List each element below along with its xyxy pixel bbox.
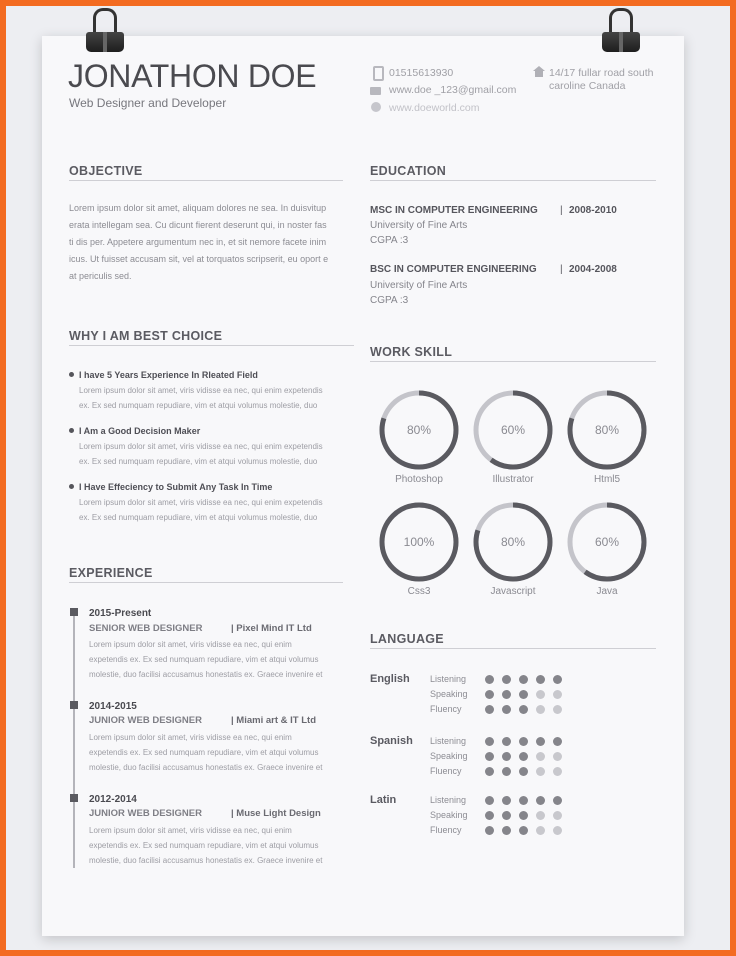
language-name: English — [370, 673, 410, 685]
education-years: 2008-2010 — [569, 205, 617, 216]
rating-dot — [485, 752, 494, 761]
language-attribute: Fluency — [430, 766, 462, 776]
skill-ring-html5 — [565, 388, 649, 472]
experience-text: expetendis ex. Ex sed numquam repudiare, vim et atqui volumus — [89, 748, 319, 757]
rating-dot — [553, 796, 562, 805]
resume-role: Web Designer and Developer — [69, 96, 227, 110]
rating-dot — [536, 752, 545, 761]
skill-percent: 80% — [406, 423, 432, 437]
skill-label: Html5 — [593, 474, 621, 485]
education-years: 2004-2008 — [569, 264, 617, 275]
language-attribute: Speaking — [430, 689, 468, 699]
mail-icon — [370, 86, 382, 98]
language-name: Spanish — [370, 735, 413, 747]
experience-title: EXPERIENCE — [69, 566, 153, 580]
rating-dot — [553, 690, 562, 699]
rating-dot — [502, 690, 511, 699]
timeline-marker — [70, 608, 78, 616]
experience-text: Lorem ipsum dolor sit amet, viris vidisse ea nec, qui enim — [89, 826, 292, 835]
skill-donut — [565, 388, 649, 472]
rating-dot — [536, 826, 545, 835]
timeline-marker — [70, 701, 78, 709]
experience-text: molestie, duo facilisi accusamus honestatis ex. Graece invenire et — [89, 670, 323, 679]
rating-dot — [485, 737, 494, 746]
rating-dot — [553, 752, 562, 761]
rating-dot — [553, 737, 562, 746]
language-name: Latin — [370, 794, 397, 806]
experience-text: Lorem ipsum dolor sit amet, viris vidisse ea nec, qui enim — [89, 640, 292, 649]
rating-dot — [502, 737, 511, 746]
best-choice-item-title: I have 5 Years Experience In Rleated Field — [79, 370, 258, 380]
language-attribute: Listening — [430, 795, 467, 805]
home-icon — [533, 66, 545, 78]
address-line-2: caroline Canada — [549, 80, 626, 92]
language-title: LANGUAGE — [370, 632, 444, 646]
education-gpa: CGPA :3 — [370, 295, 409, 306]
skill-percent: 80% — [594, 423, 620, 437]
skill-ring-illustrator — [471, 388, 555, 472]
skill-percent: 100% — [403, 535, 435, 549]
rating-dot — [485, 826, 494, 835]
experience-position: JUNIOR WEB DESIGNER — [89, 808, 202, 819]
skill-donut — [471, 388, 555, 472]
experience-text: Lorem ipsum dolor sit amet, viris vidisse ea nec, qui enim — [89, 733, 292, 742]
language-attribute: Speaking — [430, 751, 468, 761]
rating-dot — [502, 675, 511, 684]
experience-years: 2015-Present — [89, 608, 152, 619]
rating-dot — [519, 767, 528, 776]
education-gpa: CGPA :3 — [370, 235, 409, 246]
objective-title: OBJECTIVE — [69, 164, 143, 178]
education-title: EDUCATION — [370, 164, 447, 178]
language-attribute: Listening — [430, 736, 467, 746]
rating-dot — [485, 690, 494, 699]
address-line-1: 14/17 fullar road south — [549, 67, 654, 79]
skill-label: Java — [596, 586, 618, 597]
best-choice-item-text: Lorem ipsum dolor sit amet, viris vidisse ea nec, qui enim expetendis — [79, 442, 323, 451]
experience-company: | Muse Light Design — [231, 808, 321, 819]
resume-name: JONATHON DOE — [68, 58, 317, 94]
skill-donut — [471, 500, 555, 584]
rating-dot — [553, 811, 562, 820]
rating-dot — [536, 767, 545, 776]
best-choice-item-text: ex. Ex sed numquam repudiare, vim et atqui volumus molestie, duo — [79, 401, 318, 410]
experience-divider — [69, 582, 343, 583]
rating-dot — [536, 811, 545, 820]
bullet-dot — [69, 484, 74, 489]
best-choice-divider — [69, 345, 354, 346]
rating-dot — [485, 767, 494, 776]
rating-dot — [502, 826, 511, 835]
phone-icon — [371, 66, 383, 78]
objective-divider — [69, 180, 343, 181]
timeline-marker — [70, 794, 78, 802]
bullet-dot — [69, 372, 74, 377]
rating-dot — [519, 752, 528, 761]
work-skill-title: WORK SKILL — [370, 345, 453, 359]
language-attribute: Fluency — [430, 825, 462, 835]
rating-dot — [536, 675, 545, 684]
education-separator: | — [560, 264, 563, 275]
skill-percent: 60% — [500, 423, 526, 437]
rating-dot — [485, 811, 494, 820]
rating-dot — [485, 675, 494, 684]
education-degree: BSC IN COMPUTER ENGINEERING — [370, 264, 537, 275]
skill-donut — [377, 388, 461, 472]
skill-donut — [377, 500, 461, 584]
skill-label: Css3 — [407, 586, 431, 597]
education-school: University of Fine Arts — [370, 280, 468, 291]
rating-dot — [519, 705, 528, 714]
skill-percent: 60% — [594, 535, 620, 549]
skill-ring-javascript — [471, 500, 555, 584]
best-choice-item-title: I Have Effeciency to Submit Any Task In Time — [79, 482, 273, 492]
experience-text: expetendis ex. Ex sed numquam repudiare, vim et atqui volumus — [89, 655, 319, 664]
rating-dot — [536, 796, 545, 805]
rating-dot — [519, 690, 528, 699]
timeline-line — [73, 614, 75, 868]
rating-dot — [519, 796, 528, 805]
rating-dot — [502, 752, 511, 761]
language-divider — [370, 648, 656, 649]
website: www.doeworld.com — [389, 102, 480, 114]
skill-ring-photoshop — [377, 388, 461, 472]
best-choice-item-text: Lorem ipsum dolor sit amet, viris vidisse ea nec, qui enim expetendis — [79, 498, 323, 507]
phone-number: 01515613930 — [389, 67, 454, 79]
skill-ring-css3 — [377, 500, 461, 584]
best-choice-item-text: ex. Ex sed numquam repudiare, vim et atqui volumus molestie, duo — [79, 457, 318, 466]
binder-clip-right-icon — [602, 8, 640, 54]
best-choice-item-title: I Am a Good Decision Maker — [79, 426, 201, 436]
experience-position: SENIOR WEB DESIGNER — [89, 623, 203, 634]
objective-text: Lorem ipsum dolor sit amet, aliquam dolores ne sea. In duisvitup erata intellegam sea. Cu dicunt fierent deserunt qui, in noster fas ti dis per. Appetere argumentum nec in, et sit nemore facete inim icus. Ut fuisset accusam sit, vel at torquatos scripserit, eu oport e at periculis sed. — [69, 203, 329, 281]
rating-dot — [553, 826, 562, 835]
experience-years: 2014-2015 — [89, 701, 137, 712]
skill-label: Javascript — [490, 586, 536, 597]
education-divider — [370, 180, 656, 181]
rating-dot — [485, 796, 494, 805]
rating-dot — [553, 675, 562, 684]
work-skill-divider — [370, 361, 656, 362]
experience-text: expetendis ex. Ex sed numquam repudiare, vim et atqui volumus — [89, 841, 319, 850]
email-address: www.doe _123@gmail.com — [389, 84, 517, 96]
rating-dot — [553, 767, 562, 776]
education-degree: MSC IN COMPUTER ENGINEERING — [370, 205, 538, 216]
globe-icon — [371, 102, 383, 114]
rating-dot — [536, 705, 545, 714]
binder-clip-left-icon — [86, 8, 124, 54]
skill-ring-java — [565, 500, 649, 584]
language-attribute: Listening — [430, 674, 467, 684]
language-attribute: Speaking — [430, 810, 468, 820]
rating-dot — [519, 737, 528, 746]
rating-dot — [485, 705, 494, 714]
experience-years: 2012-2014 — [89, 794, 137, 805]
education-school: University of Fine Arts — [370, 220, 468, 231]
education-separator: | — [560, 205, 563, 216]
skill-label: Illustrator — [492, 474, 534, 485]
skill-percent: 80% — [500, 535, 526, 549]
best-choice-item-text: ex. Ex sed numquam repudiare, vim et atqui volumus molestie, duo — [79, 513, 318, 522]
experience-position: JUNIOR WEB DESIGNER — [89, 715, 202, 726]
rating-dot — [502, 705, 511, 714]
experience-text: molestie, duo facilisi accusamus honestatis ex. Graece invenire et — [89, 763, 323, 772]
rating-dot — [519, 675, 528, 684]
experience-text: molestie, duo facilisi accusamus honestatis ex. Graece invenire et — [89, 856, 323, 865]
rating-dot — [502, 767, 511, 776]
rating-dot — [536, 737, 545, 746]
skill-label: Photoshop — [395, 474, 443, 485]
best-choice-item-text: Lorem ipsum dolor sit amet, viris vidisse ea nec, qui enim expetendis — [79, 386, 323, 395]
rating-dot — [519, 826, 528, 835]
experience-company: | Pixel Mind IT Ltd — [231, 623, 312, 634]
rating-dot — [553, 705, 562, 714]
rating-dot — [502, 811, 511, 820]
experience-company: | Miami art & IT Ltd — [231, 715, 316, 726]
language-attribute: Fluency — [430, 704, 462, 714]
bullet-dot — [69, 428, 74, 433]
rating-dot — [536, 690, 545, 699]
best-choice-title: WHY I AM BEST CHOICE — [69, 329, 223, 343]
rating-dot — [502, 796, 511, 805]
skill-donut — [565, 500, 649, 584]
rating-dot — [519, 811, 528, 820]
